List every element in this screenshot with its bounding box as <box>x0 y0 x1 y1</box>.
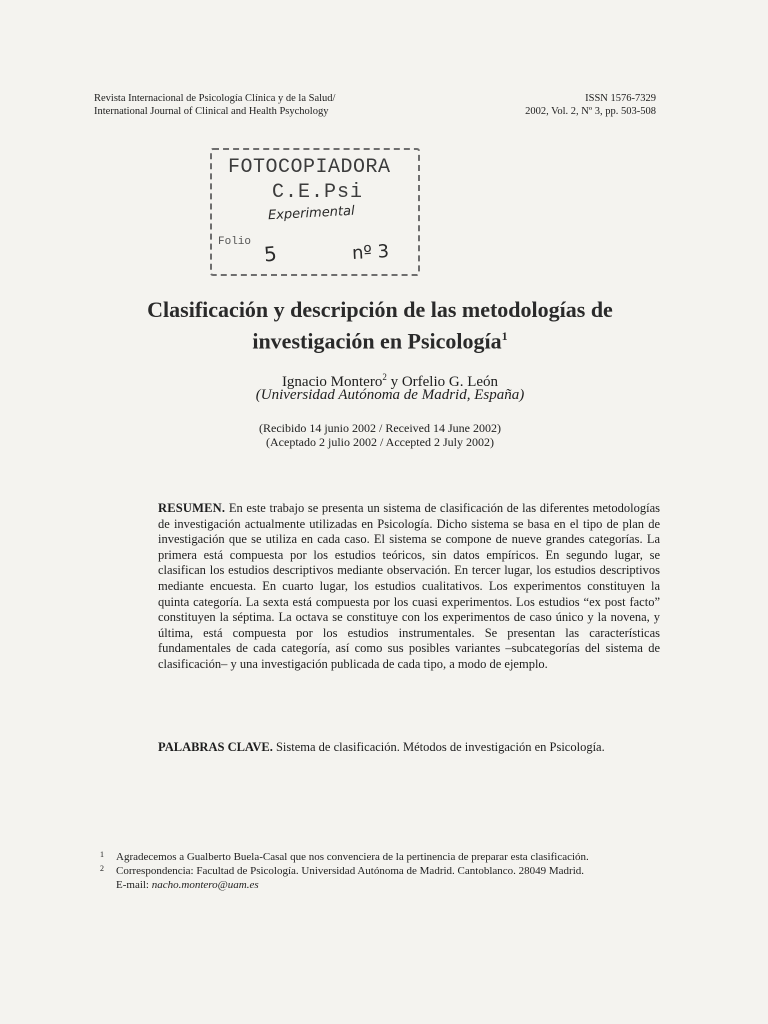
accepted-date: (Aceptado 2 julio 2002 / Accepted 2 July 2002) <box>266 435 494 449</box>
footnote-1-text: Agradecemos a Gualberto Buela-Casal que nos convenciera de la pertinencia de preparar esta clasificación. <box>116 851 589 863</box>
keywords <box>158 740 660 756</box>
volume-issue-pages: 2002, Vol. 2, Nº 3, pp. 503-508 <box>525 106 656 117</box>
stamp-handwritten-suffix: nº 3 <box>351 241 390 264</box>
stamp-line-center: C.E.Psi <box>272 181 364 204</box>
abstract <box>158 501 660 673</box>
footnote-2 <box>100 864 672 878</box>
footnotes <box>100 850 672 892</box>
article-title <box>80 296 680 354</box>
footnote-2-email-line <box>100 878 672 892</box>
author-affiliation: (Universidad Autónoma de Madrid, España) <box>255 387 525 403</box>
journal-name-spanish: Revista Internacional de Psicología Clínica y de la Salud/ <box>94 93 336 104</box>
issn: ISSN 1576-7329 <box>585 93 656 104</box>
running-header-citation <box>525 92 656 118</box>
footnote-1 <box>100 850 672 864</box>
journal-name-english: International Journal of Clinical and Health Psychology <box>94 106 329 117</box>
author-leon: Orfelio G. León <box>401 374 499 390</box>
abstract-text: En este trabajo se presenta un sistema de clasificación de las diferentes metodologías de investigación actualmente utilizadas en Psicología. Dicho sistema se basa en el tipo de plan de investigación que se utiliza en cada caso. El sistema se compone de nueve grandes categorías. La primera está compuesta por los estudios teóricos, sin datos empíricos. En segundo lugar, se clasifican los estudios descriptivos mediante observación. En tercer lugar, los estudios descriptivos mediante encuesta. En cuarto lugar, los estudios cualitativos. Los experimentos constituyen la quinta categoría. La sexta está compuesta por los cuasi experimentos. Los estudios “ex post facto” constituyen la séptima. La octava se constituye con los experimentos de caso único y la novena, y última, está compuesta por los estudios instrumentales. Se presentan las características fundamentales de cada categoría, así como sus posibles variantes –subcategorías del sistema de clasificación– y una investigación publicada de cada tipo, a modo de ejemplo. <box>158 501 660 671</box>
title-footnote-mark: 1 <box>501 329 508 343</box>
email-label: E-mail: <box>116 879 152 891</box>
stamp-folio-label: Folio <box>218 236 252 248</box>
author-footnote-mark: 2 <box>382 372 387 382</box>
title-line-1: Clasificación y descripción de las metodologías de <box>147 297 613 322</box>
author-conjunction: y <box>386 374 402 390</box>
received-date: (Recibido 14 junio 2002 / Received 14 June 2002) <box>259 421 501 435</box>
keywords-text: Sistema de clasificación. Métodos de investigación en Psicología. <box>275 740 605 754</box>
footnote-2-text: Correspondencia: Facultad de Psicología. Universidad Autónoma de Madrid. Cantoblanco. 28049 Madrid. <box>116 865 585 877</box>
footnote-2-mark: 2 <box>100 864 104 873</box>
title-line-2-text: investigación en Psicología <box>252 328 502 354</box>
email-address: nacho.montero@uam.es <box>151 879 259 891</box>
stamp-handwritten-area: Experimental <box>267 203 356 224</box>
stamp-line-shop: FOTOCOPIADORA <box>228 156 391 179</box>
title-line-2 <box>80 323 680 354</box>
photocopy-stamp <box>210 148 420 276</box>
submission-dates <box>0 421 760 449</box>
running-header-journal <box>94 92 335 118</box>
footnote-1-mark: 1 <box>100 850 104 859</box>
keywords-label: PALABRAS CLAVE. <box>158 740 273 754</box>
author-montero: Ignacio Montero <box>281 374 383 390</box>
stamp-handwritten-number: 5 <box>262 241 278 267</box>
abstract-label: RESUMEN. <box>158 501 226 515</box>
